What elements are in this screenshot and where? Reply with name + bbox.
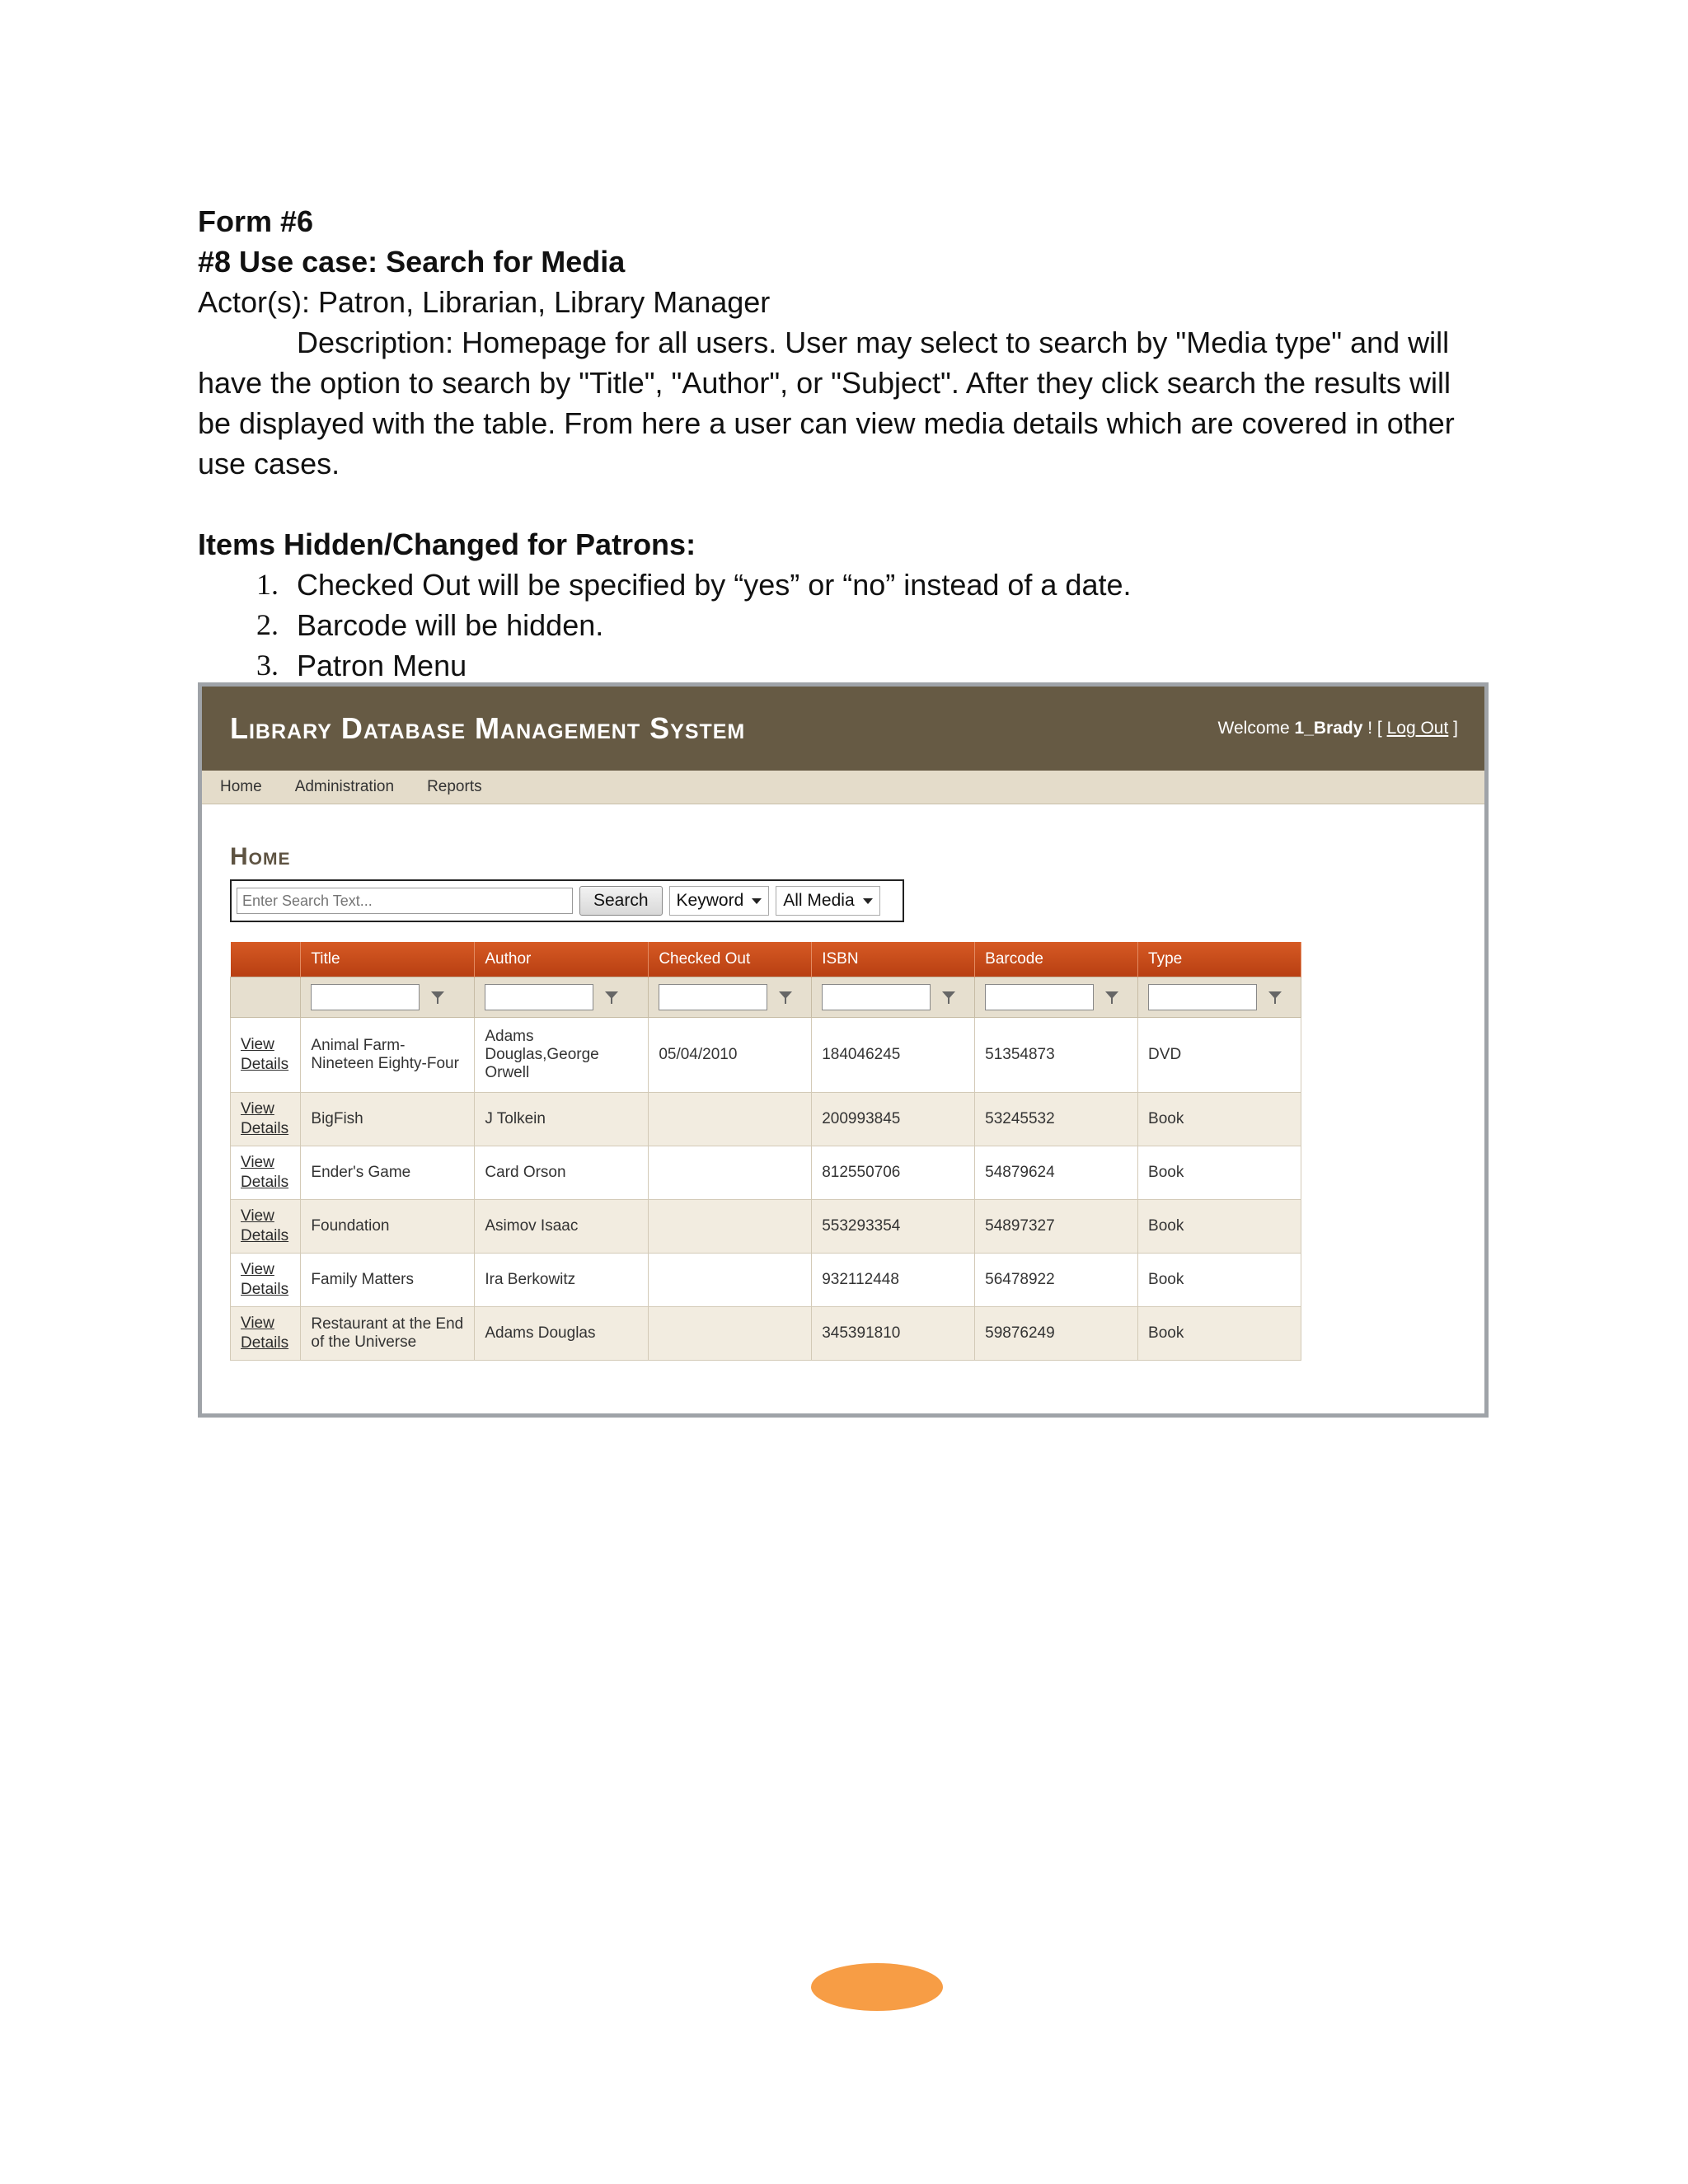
cell-barcode: 54897327 (975, 1200, 1138, 1254)
cell-checked-out (649, 1254, 812, 1307)
app-header (202, 687, 1484, 771)
list-number: 2. (256, 608, 279, 641)
cell-type: Book (1138, 1254, 1301, 1307)
filter-cell-empty (231, 977, 301, 1018)
form-label: Form #6 (198, 204, 314, 238)
cell-author: Adams Douglas (475, 1307, 649, 1361)
view-details-link[interactable] (241, 1207, 290, 1246)
table-row (231, 1200, 1301, 1254)
view-details-cell (231, 1146, 301, 1200)
view-details-label: View (241, 1207, 274, 1225)
actors-line: Actor(s): Patron, Librarian, Library Manager (198, 285, 771, 319)
list-item (198, 605, 1484, 645)
cell-barcode: 53245532 (975, 1093, 1138, 1146)
view-details-label: Details (241, 1174, 289, 1191)
cell-title: Ender's Game (301, 1146, 475, 1200)
view-details-link[interactable] (241, 1314, 290, 1353)
app-screenshot (198, 682, 1489, 1418)
filter-cell (301, 977, 475, 1018)
search-input[interactable] (237, 888, 573, 914)
filter-icon[interactable] (1268, 991, 1282, 1004)
cell-isbn: 345391810 (812, 1307, 975, 1361)
view-details-cell (231, 1254, 301, 1307)
filter-cell (812, 977, 975, 1018)
use-case-title: #8 Use case: Search for Media (198, 245, 626, 279)
view-details-link[interactable] (241, 1035, 290, 1075)
filter-cell (475, 977, 649, 1018)
document-body (198, 201, 1484, 686)
cell-type: Book (1138, 1200, 1301, 1254)
column-header-isbn[interactable]: ISBN (812, 942, 975, 977)
cell-title: Foundation (301, 1200, 475, 1254)
welcome-mid: ! [ (1362, 719, 1387, 738)
view-details-label: Details (241, 1120, 289, 1137)
cell-type: DVD (1138, 1018, 1301, 1093)
list-number: 1. (256, 568, 279, 601)
view-details-label: View (241, 1154, 274, 1171)
menu-item-home[interactable]: Home (220, 778, 262, 795)
welcome-text (1218, 719, 1458, 738)
filter-input-type[interactable] (1148, 984, 1257, 1010)
cell-author: Card Orson (475, 1146, 649, 1200)
cell-isbn: 184046245 (812, 1018, 975, 1093)
cell-checked-out: 05/04/2010 (649, 1018, 812, 1093)
page-number-badge (811, 1963, 943, 2011)
cell-title: Animal Farm-Nineteen Eighty-Four (301, 1018, 475, 1093)
view-details-label: View (241, 1315, 274, 1332)
filter-icon[interactable] (605, 991, 618, 1004)
filter-cell (1138, 977, 1301, 1018)
cell-type: Book (1138, 1093, 1301, 1146)
filter-icon[interactable] (942, 991, 955, 1004)
cell-isbn: 932112448 (812, 1254, 975, 1307)
view-details-label: Details (241, 1334, 289, 1352)
search-mode-value: Keyword (676, 891, 744, 910)
column-header-title[interactable]: Title (301, 942, 475, 977)
filter-cell (975, 977, 1138, 1018)
cell-barcode: 54879624 (975, 1146, 1138, 1200)
table-row (231, 1254, 1301, 1307)
cell-barcode: 56478922 (975, 1254, 1138, 1307)
view-details-cell (231, 1018, 301, 1093)
description-paragraph: Description: Homepage for all users. User may select to search by "Media type" and will have the option to search by "Title", "Author", or "Subject". After they click search the results will be displayed with the table. From here a user can view media details which are covered in other use cases. (198, 326, 1455, 480)
view-details-label: View (241, 1100, 274, 1118)
hidden-items-heading: Items Hidden/Changed for Patrons: (198, 527, 696, 561)
view-details-label: Details (241, 1056, 289, 1073)
page-title: Home (230, 843, 291, 870)
welcome-prefix: Welcome (1217, 719, 1295, 738)
table-row (231, 1018, 1301, 1093)
welcome-suffix: ] (1448, 719, 1458, 738)
filter-cell (649, 977, 812, 1018)
chevron-down-icon (863, 898, 873, 904)
filter-input-barcode[interactable] (985, 984, 1094, 1010)
cell-author: J Tolkein (475, 1093, 649, 1146)
column-header-checked-out[interactable]: Checked Out (649, 942, 812, 977)
cell-author: Adams Douglas,George Orwell (475, 1018, 649, 1093)
menu-item-reports[interactable]: Reports (427, 778, 482, 795)
list-text: Patron Menu (297, 649, 467, 682)
list-text: Barcode will be hidden. (297, 608, 604, 642)
table-row (231, 1093, 1301, 1146)
menu-bar (202, 771, 1484, 804)
view-details-cell (231, 1093, 301, 1146)
media-type-value: All Media (783, 891, 855, 910)
view-details-label: Details (241, 1227, 289, 1244)
filter-icon[interactable] (431, 991, 444, 1004)
filter-input-author[interactable] (485, 984, 593, 1010)
logout-link[interactable]: Log Out (1386, 719, 1449, 738)
search-button[interactable]: Search (579, 886, 663, 916)
cell-checked-out (649, 1200, 812, 1254)
column-header-barcode[interactable]: Barcode (975, 942, 1138, 977)
cell-checked-out (649, 1093, 812, 1146)
filter-icon[interactable] (779, 991, 792, 1004)
app-title: Library Database Management System (230, 711, 746, 745)
cell-isbn: 553293354 (812, 1200, 975, 1254)
view-details-label: View (241, 1261, 274, 1278)
list-item (198, 565, 1484, 605)
username: 1_Brady (1294, 719, 1363, 738)
menu-item-administration[interactable]: Administration (294, 778, 395, 795)
cell-checked-out (649, 1146, 812, 1200)
view-details-link[interactable] (241, 1153, 290, 1193)
filter-icon[interactable] (1105, 991, 1118, 1004)
view-details-cell (231, 1200, 301, 1254)
column-header-author[interactable]: Author (475, 942, 649, 977)
filter-input-checked-out[interactable] (659, 984, 767, 1010)
table-header-row (231, 942, 1301, 977)
table-row (231, 1307, 1301, 1361)
cell-checked-out (649, 1307, 812, 1361)
list-number: 3. (256, 649, 279, 682)
cell-barcode: 51354873 (975, 1018, 1138, 1093)
view-details-label: Details (241, 1281, 289, 1298)
cell-isbn: 200993845 (812, 1093, 975, 1146)
search-mode-select[interactable] (669, 886, 770, 916)
view-details-cell (231, 1307, 301, 1361)
cell-author: Asimov Isaac (475, 1200, 649, 1254)
filter-row (231, 977, 1301, 1018)
cell-isbn: 812550706 (812, 1146, 975, 1200)
media-type-select[interactable] (776, 886, 879, 916)
cell-barcode: 59876249 (975, 1307, 1138, 1361)
search-panel (230, 879, 904, 922)
list-item (198, 645, 1484, 686)
filter-input-title[interactable] (311, 984, 420, 1010)
column-header-type[interactable]: Type (1138, 942, 1301, 977)
view-details-link[interactable] (241, 1260, 290, 1300)
column-header-actions (231, 942, 301, 977)
results-table (230, 942, 1301, 1361)
cell-title: Family Matters (301, 1254, 475, 1307)
view-details-label: View (241, 1036, 274, 1053)
cell-author: Ira Berkowitz (475, 1254, 649, 1307)
cell-title: BigFish (301, 1093, 475, 1146)
hidden-items-list (198, 565, 1484, 686)
chevron-down-icon (752, 898, 762, 904)
view-details-link[interactable] (241, 1099, 290, 1139)
table-row (231, 1146, 1301, 1200)
filter-input-isbn[interactable] (822, 984, 931, 1010)
cell-type: Book (1138, 1307, 1301, 1361)
list-text: Checked Out will be specified by “yes” or “no” instead of a date. (297, 568, 1132, 602)
cell-title: Restaurant at the End of the Universe (301, 1307, 475, 1361)
cell-type: Book (1138, 1146, 1301, 1200)
